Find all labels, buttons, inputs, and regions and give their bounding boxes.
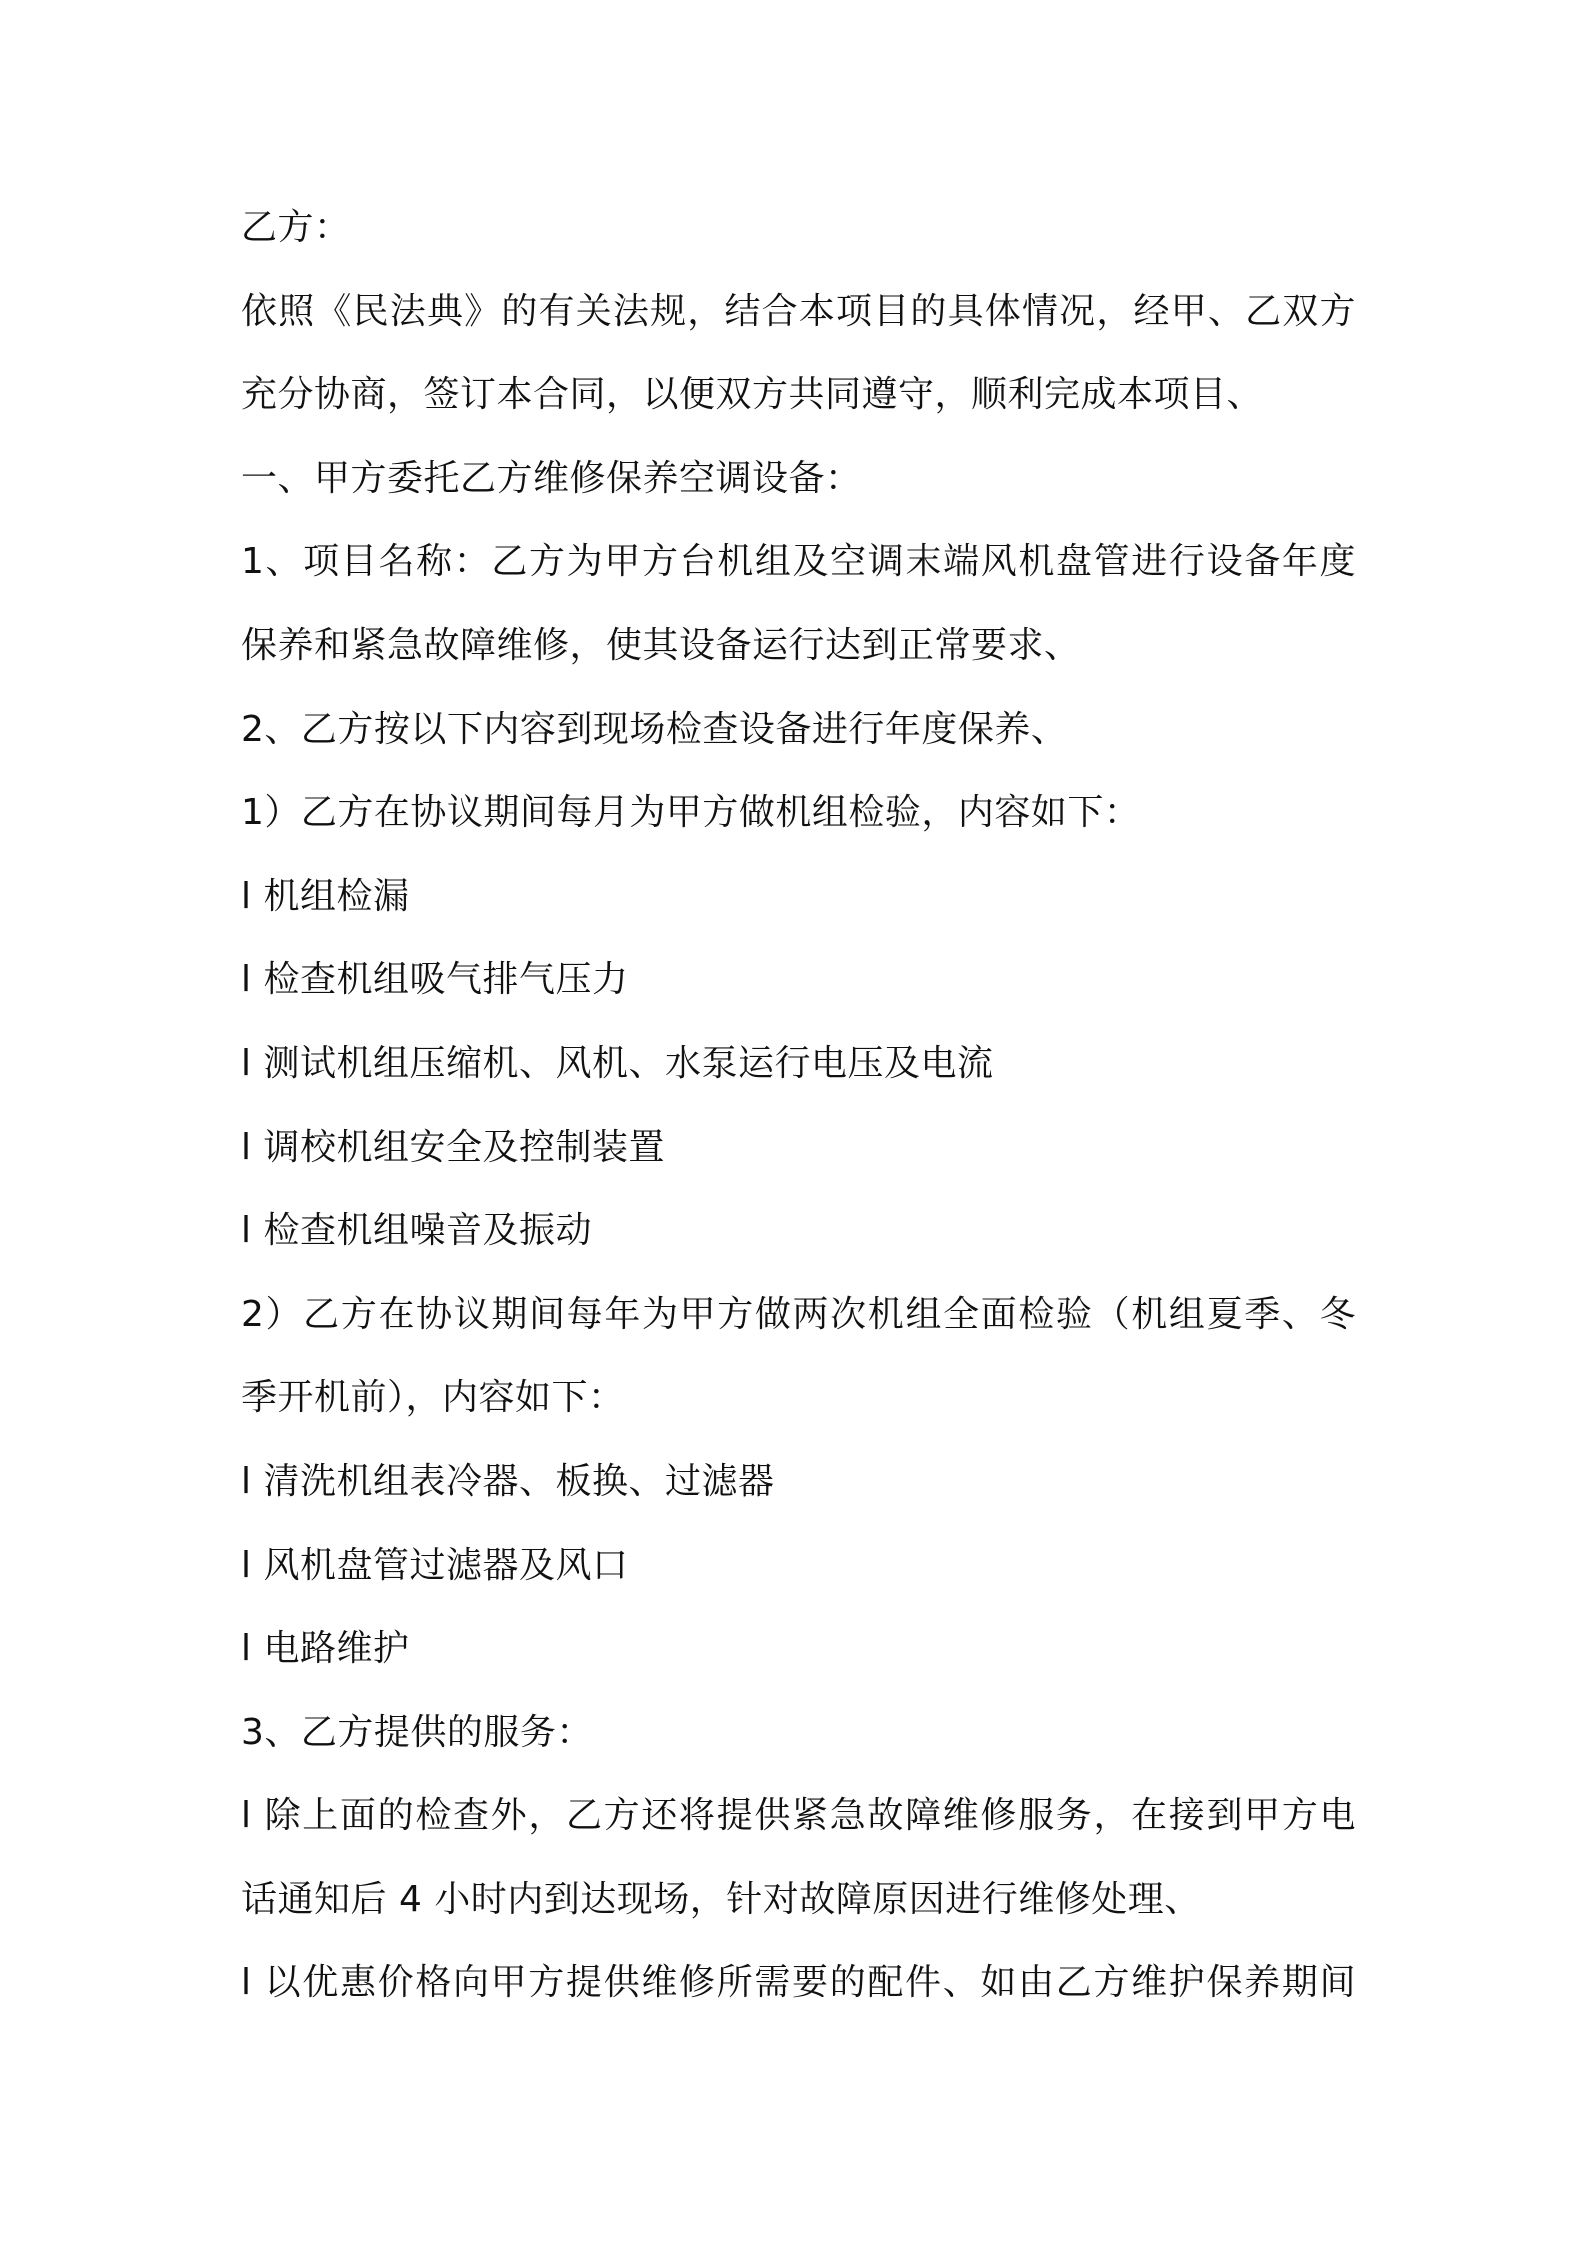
document-body <box>241 205 1356 2044</box>
paragraph-line: 3、乙方提供的服务： <box>241 1711 593 1753</box>
section-heading: 一、甲方委托乙方维修保养空调设备： <box>241 457 862 499</box>
list-item: l 检查机组吸气排气压力 <box>241 959 629 1001</box>
paragraph-line: 保养和紧急故障维修，使其设备运行达到正常要求、 <box>241 624 1081 666</box>
list-item: l 机组检漏 <box>241 875 410 917</box>
list-item: l 检查机组噪音及振动 <box>241 1210 592 1252</box>
list-item: l 除上面的检查外，乙方还将提供紧急故障维修服务，在接到甲方电 <box>241 1795 1356 1837</box>
list-item: l 清洗机组表冷器、板换、过滤器 <box>241 1460 775 1502</box>
paragraph-line: 2、乙方按以下内容到现场检查设备进行年度保养、 <box>241 708 1068 750</box>
list-item: l 电路维护 <box>241 1628 410 1670</box>
list-item: l 风机盘管过滤器及风口 <box>241 1544 629 1586</box>
party-b-label: 乙方： <box>241 207 351 248</box>
list-item: l 测试机组压缩机、风机、水泵运行电压及电流 <box>241 1042 994 1084</box>
paragraph-line: 1、项目名称：乙方为甲方台机组及空调末端风机盘管进行设备年度 <box>241 541 1356 583</box>
paragraph-line: 季开机前），内容如下： <box>241 1377 625 1419</box>
paragraph-line: 话通知后 4 小时内到达现场，针对故障原因进行维修处理、 <box>241 1878 1201 1920</box>
list-item: l 调校机组安全及控制装置 <box>241 1126 665 1168</box>
list-item: l 以优惠价格向甲方提供维修所需要的配件、如由乙方维护保养期间 <box>241 1962 1356 2004</box>
paragraph-line: 依照《民法典》的有关法规，结合本项目的具体情况，经甲、乙双方 <box>241 290 1356 332</box>
paragraph-line: 1）乙方在协议期间每月为甲方做机组检验，内容如下： <box>241 792 1141 834</box>
paragraph-line: 充分协商，签订本合同，以便双方共同遵守，顺利完成本项目、 <box>241 374 1264 416</box>
paragraph-line: 2）乙方在协议期间每年为甲方做两次机组全面检验（机组夏季、冬 <box>241 1293 1356 1335</box>
